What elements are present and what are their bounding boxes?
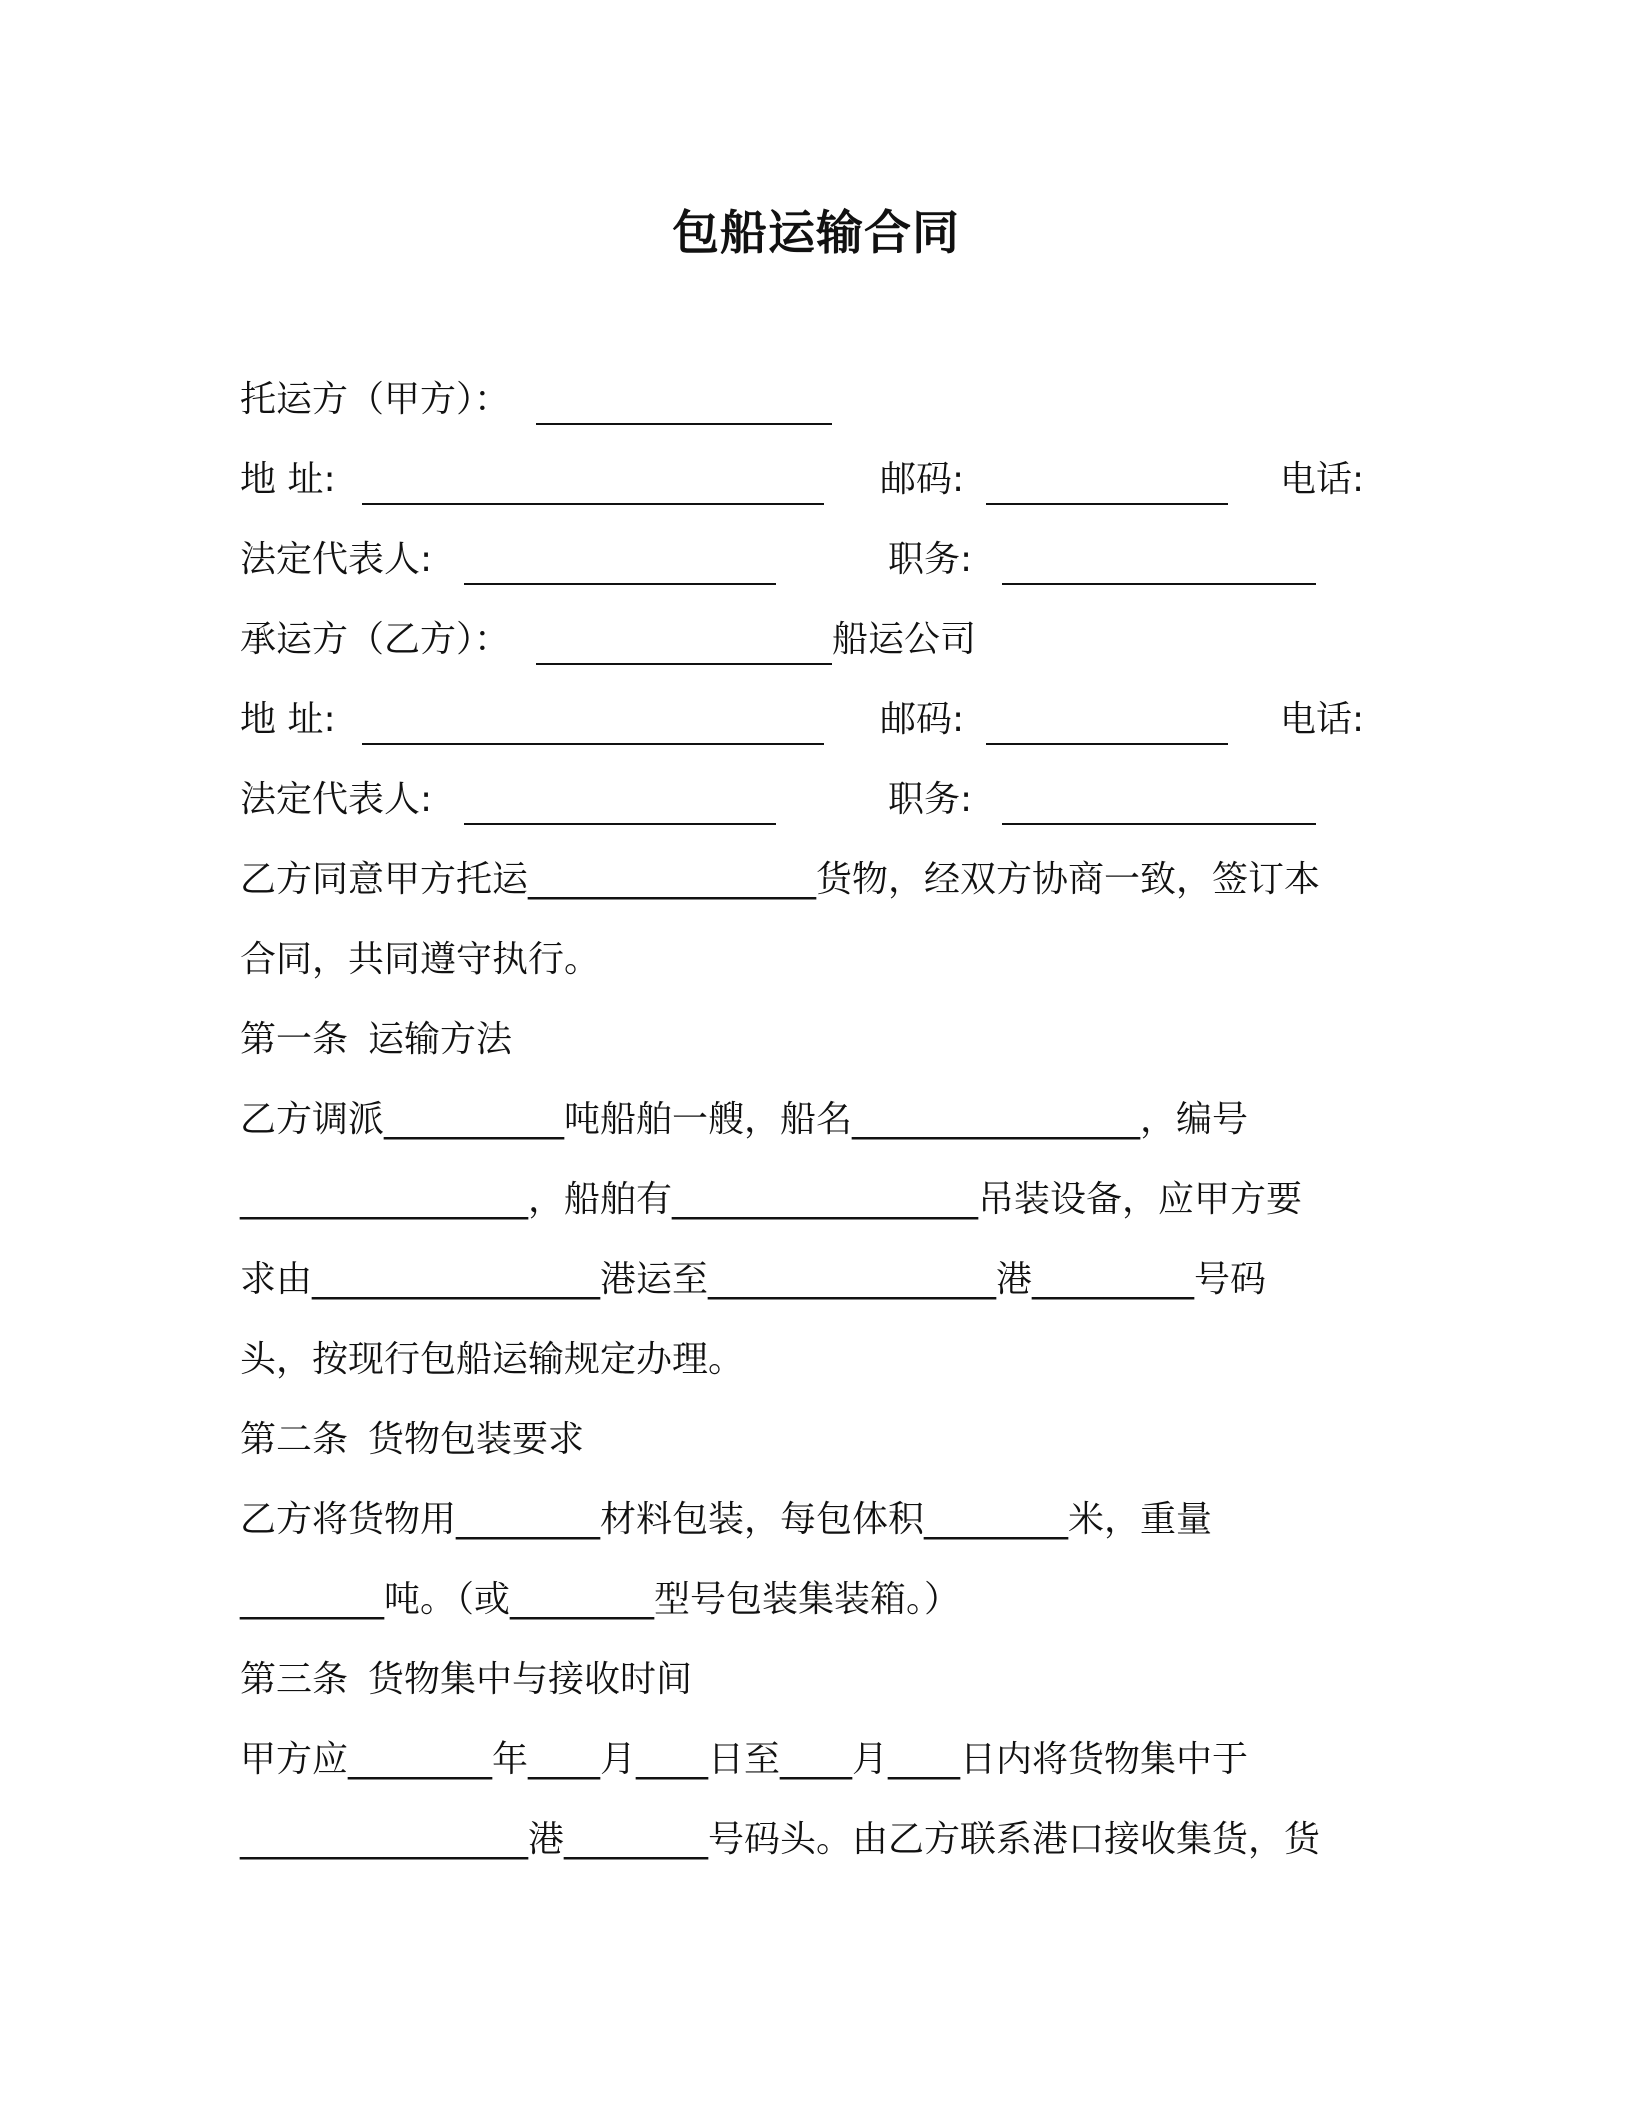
article-2-heading <box>240 1415 1400 1465</box>
shipper-position-label: 职务: <box>888 539 973 580</box>
article-3-line-2: ________________港________号码头。由乙方联系港口接收集货，货 <box>240 1819 1321 1860</box>
carrier-rep-label: 法定代表人: <box>240 779 433 820</box>
carrier-rep-blank <box>464 823 776 825</box>
article-3-number: 第三条 <box>240 1659 349 1700</box>
document-title: 包船运输合同 <box>672 206 960 261</box>
carrier-address-blank <box>362 743 824 745</box>
shipper-label: 托运方（甲方）： <box>240 379 511 420</box>
carrier-postcode-blank <box>986 743 1228 745</box>
shipper-name-blank <box>536 423 832 425</box>
carrier-phone-label: 电话: <box>1280 699 1365 740</box>
shipper-address-blank <box>362 503 824 505</box>
shipper-phone-label: 电话: <box>1280 459 1365 500</box>
article-1-line-4: 头，按现行包船运输规定办理。 <box>240 1339 745 1380</box>
article-1-title: 运输方法 <box>368 1019 513 1060</box>
shipper-address-label: 地 址: <box>240 459 336 500</box>
shipper-rep-blank <box>464 583 776 585</box>
article-1-line-1: 乙方调派__________吨船舶一艘，船名________________，编号 <box>240 1099 1249 1140</box>
carrier-label: 承运方（乙方）： <box>240 619 511 660</box>
article-1-number: 第一条 <box>240 1019 349 1060</box>
carrier-suffix: 船运公司 <box>832 619 977 660</box>
intro-line-2: 合同，共同遵守执行。 <box>240 939 601 980</box>
article-2-title: 货物包装要求 <box>368 1419 585 1460</box>
shipper-position-blank <box>1002 583 1316 585</box>
shipper-postcode-blank <box>986 503 1228 505</box>
article-2-number: 第二条 <box>240 1419 349 1460</box>
article-3-line-1: 甲方应________年____月____日至____月____日内将货物集中于 <box>240 1739 1249 1780</box>
article-3-title: 货物集中与接收时间 <box>368 1659 693 1700</box>
article-2-line-2: ________吨。（或________型号包装集装箱。） <box>240 1579 961 1620</box>
article-1-line-2: ________________，船舶有_________________吊装设备，应甲方要 <box>240 1179 1303 1220</box>
carrier-postcode-label: 邮码: <box>880 699 965 740</box>
carrier-position-blank <box>1002 823 1316 825</box>
carrier-name-blank <box>536 663 832 665</box>
intro-line-1: 乙方同意甲方托运________________货物，经双方协商一致，签订本 <box>240 859 1321 900</box>
article-1-heading <box>240 1015 1400 1065</box>
article-1-line-3: 求由________________港运至________________港_________号码 <box>240 1259 1267 1300</box>
article-3-heading <box>240 1655 1400 1705</box>
carrier-address-label: 地 址: <box>240 699 336 740</box>
shipper-rep-label: 法定代表人: <box>240 539 433 580</box>
carrier-position-label: 职务: <box>888 779 973 820</box>
shipper-postcode-label: 邮码: <box>880 459 965 500</box>
article-2-line-1: 乙方将货物用________材料包装，每包体积________米，重量 <box>240 1499 1213 1540</box>
